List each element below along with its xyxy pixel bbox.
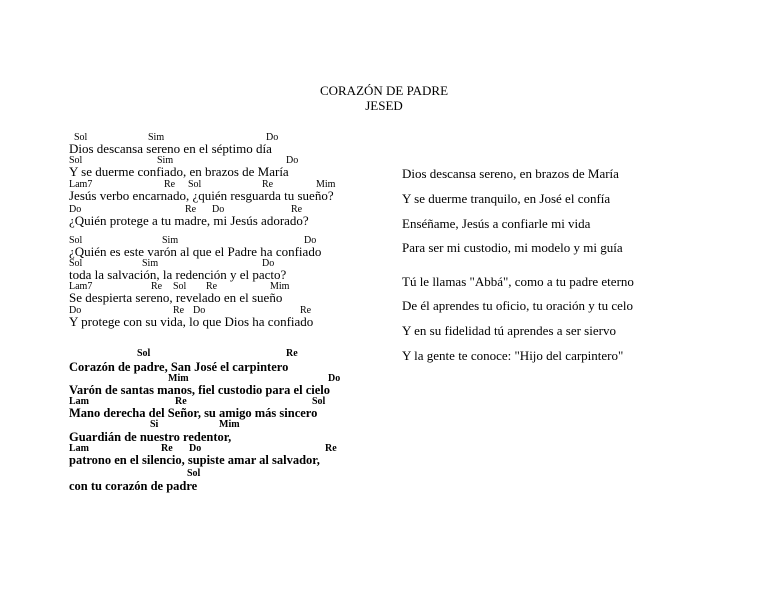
chord: Do xyxy=(266,132,279,143)
chord: Re xyxy=(206,281,218,292)
right-lyric-line: Y se duerme tranquilo, en José el confía xyxy=(402,191,611,206)
chord: Do xyxy=(262,258,275,269)
lyric-line: con tu corazón de padre xyxy=(69,479,198,493)
chord: Do xyxy=(69,204,82,215)
chord: Sol xyxy=(69,235,83,246)
chord: Sol xyxy=(74,132,88,143)
chord: Re xyxy=(300,305,312,316)
chord: Do xyxy=(189,443,202,454)
right-lyric-line: Para ser mi custodio, mi modelo y mi guía xyxy=(402,240,623,255)
chord: Sol xyxy=(187,468,201,479)
chord: Sol xyxy=(69,258,83,269)
right-lyric-line: Y la gente te conoce: "Hijo del carpintero" xyxy=(402,348,624,363)
right-lyric-line: Dios descansa sereno, en brazos de María xyxy=(402,166,619,181)
chord: Do xyxy=(286,155,299,166)
chord: Do xyxy=(212,204,225,215)
lyric-line: Guardián de nuestro redentor, xyxy=(69,430,232,444)
chord: Sol xyxy=(188,179,202,190)
lyric-line: Se despierta sereno, revelado en el sueño xyxy=(69,290,283,305)
chord: Sim xyxy=(157,155,174,166)
chord: Re xyxy=(151,281,163,292)
chord: Lam7 xyxy=(69,179,93,190)
chord: Do xyxy=(328,373,341,384)
chord: Do xyxy=(304,235,317,246)
chord: Re xyxy=(173,305,185,316)
chord: Re xyxy=(161,443,173,454)
right-lyric-line: Y en su fidelidad tú aprendes a ser siervo xyxy=(402,323,616,338)
chord: Sol xyxy=(69,155,83,166)
chord: Re xyxy=(175,396,187,407)
lyric-line: Varón de santas manos, fiel custodio para el cielo xyxy=(69,383,330,397)
lyric-line: Y protege con su vida, lo que Dios ha confiado xyxy=(69,314,314,329)
chord: Sol xyxy=(173,281,187,292)
chord: Do xyxy=(193,305,206,316)
chord: Re xyxy=(291,204,303,215)
right-lyric-line: Enséñame, Jesús a confiarle mi vida xyxy=(402,216,591,231)
chord: Sol xyxy=(137,348,151,359)
chord: Si xyxy=(150,419,159,430)
chord: Sim xyxy=(148,132,165,143)
song-artist: JESED xyxy=(365,98,403,113)
chord: Mim xyxy=(219,419,240,430)
lyric-line: ¿Quién es este varón al que el Padre ha confiado xyxy=(69,244,322,259)
chord: Mim xyxy=(168,373,189,384)
chord: Sim xyxy=(142,258,159,269)
chord: Re xyxy=(325,443,337,454)
lyric-line: Dios descansa sereno en el séptimo día xyxy=(69,141,272,156)
chord: Re xyxy=(164,179,176,190)
lyric-line: Jesús verbo encarnado, ¿quién resguarda tu sueño? xyxy=(69,188,334,203)
chord: Lam7 xyxy=(69,281,93,292)
lyric-line: Y se duerme confiado, en brazos de María xyxy=(69,164,289,179)
lyric-line: Corazón de padre, San José el carpintero xyxy=(69,360,289,374)
chord: Do xyxy=(69,305,82,316)
chord: Sim xyxy=(162,235,179,246)
right-lyric-line: De él aprendes tu oficio, tu oración y tu celo xyxy=(402,298,634,313)
lyric-line: patrono en el silencio, supiste amar al salvador, xyxy=(69,453,320,467)
chord: Sol xyxy=(312,396,326,407)
chord: Mim xyxy=(316,179,336,190)
chord: Re xyxy=(185,204,197,215)
chord: Lam xyxy=(69,396,89,407)
right-lyric-line: Tú le llamas "Abbá", como a tu padre eterno xyxy=(402,274,634,289)
song-title: CORAZÓN DE PADRE xyxy=(319,83,449,98)
lyric-line: ¿Quién protege a tu madre, mi Jesús adorado? xyxy=(69,213,309,228)
chord: Lam xyxy=(69,443,89,454)
chord: Re xyxy=(262,179,274,190)
lyric-line: Mano derecha del Señor, su amigo más sincero xyxy=(69,406,318,420)
chord: Mim xyxy=(270,281,290,292)
lyric-line: toda la salvación, la redención y el pacto? xyxy=(69,267,287,282)
chord: Re xyxy=(286,348,298,359)
